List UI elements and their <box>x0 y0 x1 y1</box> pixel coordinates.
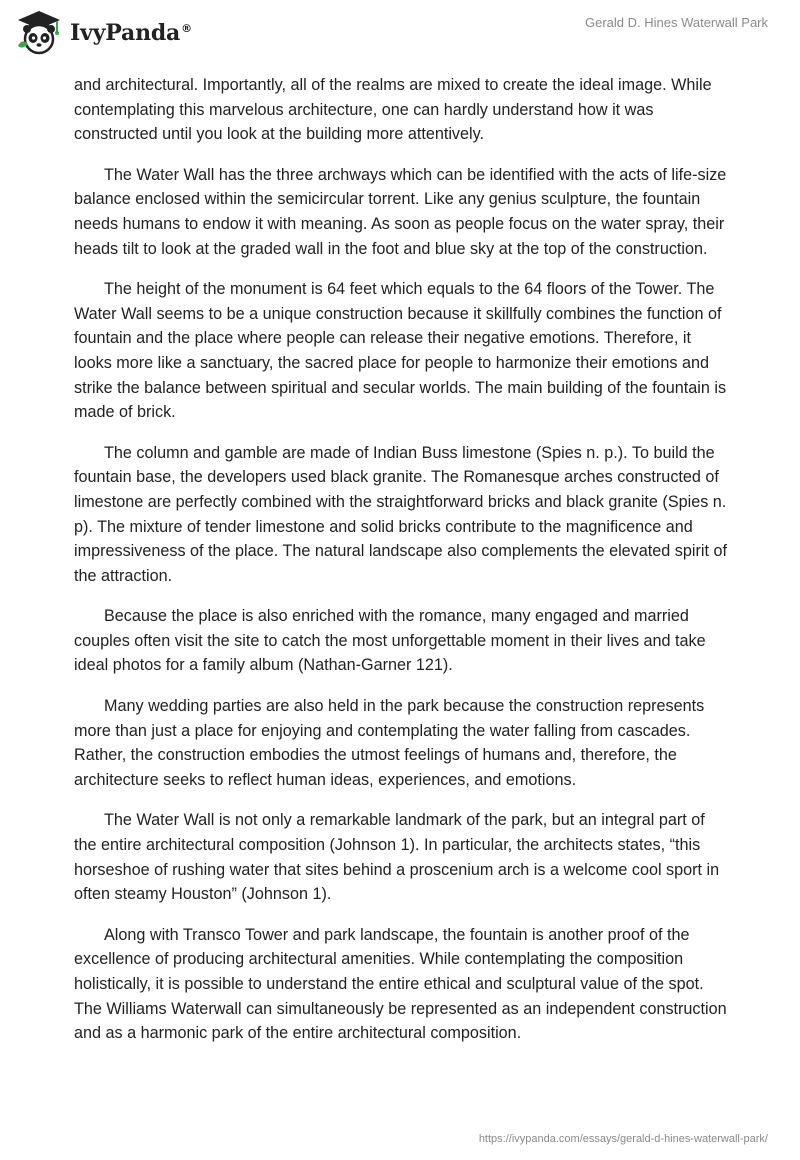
paragraph-2: The Water Wall has the three archways which can be identified with the acts of life-size balance enclosed within the semicircular torrent. Like any genius sculpture, the fountain needs humans to endow it with meaning. As soon as people focus on the water spray, their heads tilt to look at the graded wall in the foot and blue sky at the top of the construction. <box>74 165 727 258</box>
paragraph-5: Because the place is also enriched with the romance, many engaged and married couples often visit the site to catch the most unforgettable moment in their lives and take ideal photos for a family album (Nathan-Garner 121). <box>74 607 706 675</box>
logo-wordmark: IvyPanda® <box>70 20 192 46</box>
paragraph-6: Many wedding parties are also held in the park because the construction represents more than just a place for enjoying and contemplating the water falling from cascades. Rather, the construction embodies the utmost feelings of humans and, therefore, the architecture seeks to reflect human ideas, experiences, and emotions. <box>74 697 705 789</box>
panda-graduate-icon <box>14 8 64 58</box>
paragraph-4: The column and gamble are made of Indian Buss limestone (Spies n. p.). To build the fountain base, the developers used black granite. The Romanesque arches constructed of limestone are perfectly combined with the straightforward bricks and black granite (Spies n. p). The mixture of tender limestone and solid bricks contribute to the magnificence and impressiveness of the place. The natural landscape also complements the elevated spirit of the attraction. <box>74 443 727 585</box>
paragraph-7: The Water Wall is not only a remarkable landmark of the park, but an integral part of the entire architectural composition (Johnson 1). In particular, the architects states, “this horseshoe of rushing water that sites behind a proscenium arch is a welcome cool sport in often steamy Houston” (Johnson 1). <box>74 811 720 904</box>
paragraph-1: and architectural. Importantly, all of the realms are mixed to create the ideal image. While contemplating this marvelous architecture, one can hardly understand how it was constructed until you look at the building more attentively. <box>74 76 712 144</box>
paragraph-3: The height of the monument is 64 feet which equals to the 64 floors of the Tower. The Water Wall seems to be a unique construction because it skillfully combines the function of fountain and the place where people can release their negative emotions. Therefore, it looks more like a sanctuary, the sacred place for people to harmonize their emotions and strike the balance between spiritual and secular worlds. The main building of the fountain is made of brick. <box>74 280 727 422</box>
paragraph-8: Along with Transco Tower and park landscape, the fountain is another proof of the excellence of producing architectural amenities. While contemplating the composition holistically, it is possible to understand the entire ethical and sculptural value of the spot. The Williams Waterwall can simultaneously be represented as an independent construction and as a harmonic park of the entire architectural composition. <box>74 925 727 1043</box>
essay-body <box>74 73 730 1062</box>
document-title: Gerald D. Hines Waterwall Park <box>584 15 768 30</box>
source-url[interactable]: https://ivypanda.com/essays/gerald-d-hines-waterwall-park/ <box>478 1133 768 1145</box>
page-header <box>0 0 800 62</box>
ivypanda-logo[interactable] <box>14 8 192 58</box>
